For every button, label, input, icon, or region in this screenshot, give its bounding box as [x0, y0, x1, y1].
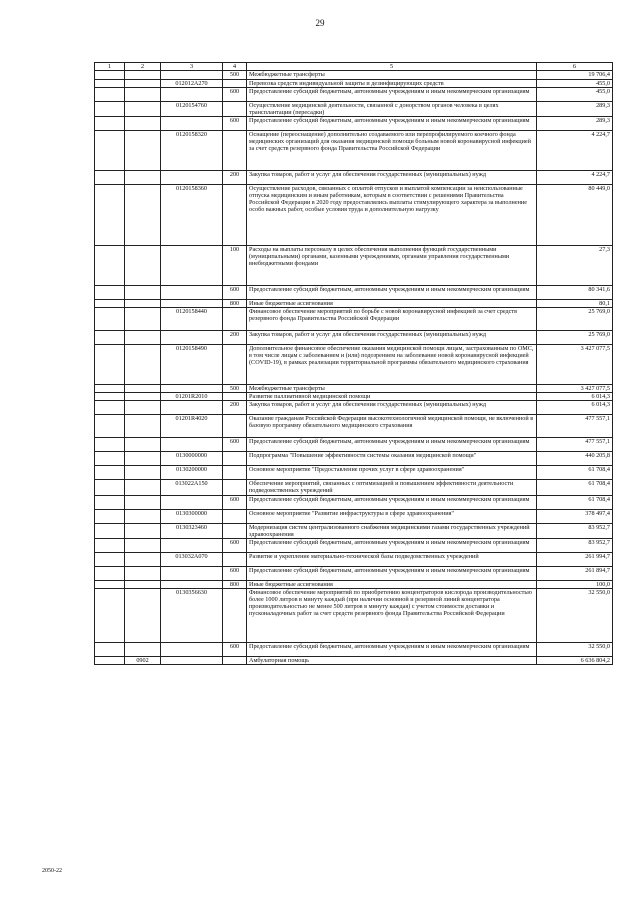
subsection-cell [125, 87, 161, 101]
table-row [95, 299, 613, 307]
subsection-cell [125, 466, 161, 480]
table-row [95, 308, 613, 331]
table-row [95, 415, 613, 438]
expense-type-cell: 100 [223, 245, 247, 285]
amount-cell: 455,0 [537, 87, 613, 101]
amount-cell: 27,3 [537, 245, 613, 285]
section-cell [95, 401, 125, 415]
amount-cell: 25 769,0 [537, 308, 613, 331]
section-cell [95, 466, 125, 480]
section-cell [95, 101, 125, 116]
table-row [95, 331, 613, 345]
section-cell [95, 285, 125, 299]
description-cell: Расходы на выплаты персоналу в целях обеспечения выполнения функций государственными (муниципальными) органами, казенными учреждениями, органами управления государственными внебюджетными фондами [247, 245, 537, 285]
target-code-cell: 012012А270 [161, 79, 223, 87]
subsection-cell [125, 116, 161, 130]
description-cell: Предоставление субсидий бюджетным, автономным учреждениям и иным некоммерческим организациям [247, 642, 537, 656]
expense-type-cell: 600 [223, 566, 247, 580]
expense-type-cell: 600 [223, 642, 247, 656]
amount-cell: 440 205,8 [537, 452, 613, 466]
description-cell: Предоставление субсидий бюджетным, автономным учреждениям и иным некоммерческим организациям [247, 116, 537, 130]
table-row [95, 509, 613, 523]
target-code-cell [161, 656, 223, 664]
amount-cell: 6 014,3 [537, 393, 613, 401]
expense-type-cell: 600 [223, 438, 247, 452]
subsection-cell [125, 393, 161, 401]
amount-cell: 455,0 [537, 79, 613, 87]
header-cell: 2 [125, 63, 161, 71]
subsection-cell [125, 79, 161, 87]
target-code-cell [161, 87, 223, 101]
section-cell [95, 299, 125, 307]
header-cell: 6 [537, 63, 613, 71]
expense-type-cell: 200 [223, 401, 247, 415]
table-row [95, 523, 613, 538]
description-cell: Предоставление субсидий бюджетным, автономным учреждениям и иным некоммерческим организациям [247, 566, 537, 580]
expense-type-cell [223, 480, 247, 495]
budget-table [94, 62, 613, 665]
target-code-cell [161, 245, 223, 285]
amount-cell: 4 224,7 [537, 130, 613, 170]
amount-cell: 261 994,7 [537, 552, 613, 566]
target-code-cell [161, 116, 223, 130]
section-cell [95, 480, 125, 495]
table-row [95, 466, 613, 480]
page-number: 29 [315, 18, 325, 28]
section-cell [95, 170, 125, 184]
target-code-cell [161, 299, 223, 307]
section-cell [95, 523, 125, 538]
expense-type-cell [223, 552, 247, 566]
amount-cell: 3 427 077,5 [537, 345, 613, 385]
expense-type-cell: 600 [223, 495, 247, 509]
target-code-cell [161, 71, 223, 79]
table-row [95, 130, 613, 170]
target-code-cell: 0130356630 [161, 588, 223, 642]
description-cell: Основное мероприятие "Предоставление прочих услуг в сфере здравоохранения" [247, 466, 537, 480]
expense-type-cell: 800 [223, 299, 247, 307]
section-cell [95, 345, 125, 385]
expense-type-cell [223, 509, 247, 523]
expense-type-cell [223, 130, 247, 170]
target-code-cell: 01201R2010 [161, 393, 223, 401]
expense-type-cell [223, 656, 247, 664]
section-cell [95, 495, 125, 509]
description-cell: Предоставление субсидий бюджетным, автономным учреждениям и иным некоммерческим организациям [247, 538, 537, 552]
amount-cell: 261 894,7 [537, 566, 613, 580]
section-cell [95, 308, 125, 331]
target-code-cell [161, 538, 223, 552]
description-cell: Развитие паллиативной медицинской помощи [247, 393, 537, 401]
expense-type-cell [223, 415, 247, 438]
description-cell: Перевозка средств индивидуальной защиты и дезинфицирующих средств [247, 79, 537, 87]
subsection-cell [125, 509, 161, 523]
expense-type-cell [223, 393, 247, 401]
section-cell [95, 71, 125, 79]
table-row [95, 495, 613, 509]
subsection-cell [125, 130, 161, 170]
description-cell: Закупка товаров, работ и услуг для обеспечения государственных (муниципальных) нужд [247, 331, 537, 345]
table-row [95, 184, 613, 245]
section-cell [95, 87, 125, 101]
subsection-cell [125, 438, 161, 452]
target-code-cell: 0120154760 [161, 101, 223, 116]
expense-type-cell: 600 [223, 538, 247, 552]
subsection-cell [125, 285, 161, 299]
header-row [95, 63, 613, 71]
section-cell [95, 509, 125, 523]
target-code-cell: 0130323460 [161, 523, 223, 538]
amount-cell: 289,3 [537, 116, 613, 130]
description-cell: Обеспечение мероприятий, связанных с оптимизацией и повышением эффективности деятельности подведомственных учреждений [247, 480, 537, 495]
subsection-cell [125, 452, 161, 466]
amount-cell: 83 952,7 [537, 538, 613, 552]
section-cell [95, 415, 125, 438]
expense-type-cell: 600 [223, 285, 247, 299]
subsection-cell [125, 642, 161, 656]
target-code-cell: 0130000000 [161, 452, 223, 466]
subsection-cell [125, 495, 161, 509]
description-cell: Дополнительное финансовое обеспечение оказания медицинской помощи лицам, застрахованным по ОМС, в том числе лицам с заболеванием и (или) подозрением на заболевание новой коронавирусной инфекцией (COVID-19), в рамках реализации территориальной программы обязательного медицинского страхования [247, 345, 537, 385]
subsection-cell [125, 245, 161, 285]
table-row [95, 245, 613, 285]
amount-cell: 80 449,0 [537, 184, 613, 245]
section-cell [95, 385, 125, 393]
expense-type-cell: 500 [223, 385, 247, 393]
table-row [95, 116, 613, 130]
subsection-cell [125, 101, 161, 116]
section-cell [95, 566, 125, 580]
section-cell [95, 393, 125, 401]
subsection-cell [125, 71, 161, 79]
description-cell: Предоставление субсидий бюджетным, автономным учреждениям и иным некоммерческим организациям [247, 438, 537, 452]
table-row [95, 79, 613, 87]
table-row [95, 101, 613, 116]
target-code-cell [161, 495, 223, 509]
target-code-cell [161, 401, 223, 415]
description-cell: Закупка товаров, работ и услуг для обеспечения государственных (муниципальных) нужд [247, 401, 537, 415]
subsection-cell [125, 299, 161, 307]
section-cell [95, 116, 125, 130]
table-row [95, 656, 613, 664]
description-cell: Иные бюджетные ассигнования [247, 580, 537, 588]
description-cell: Финансовое обеспечение мероприятий по борьбе с новой коронавирусной инфекцией за счет средств резервного фонда Правительства Российской Федерации [247, 308, 537, 331]
subsection-cell [125, 588, 161, 642]
expense-type-cell: 200 [223, 170, 247, 184]
footer-code: 2050-22 [42, 868, 62, 874]
expense-type-cell [223, 452, 247, 466]
target-code-cell: 01201R4020 [161, 415, 223, 438]
header-cell: 1 [95, 63, 125, 71]
amount-cell: 83 952,7 [537, 523, 613, 538]
amount-cell: 6 014,3 [537, 401, 613, 415]
table-row [95, 393, 613, 401]
description-cell: Предоставление субсидий бюджетным, автономным учреждениям и иным некоммерческим организациям [247, 285, 537, 299]
amount-cell: 4 224,7 [537, 170, 613, 184]
subsection-cell [125, 184, 161, 245]
subsection-cell [125, 538, 161, 552]
subsection-cell [125, 552, 161, 566]
amount-cell: 477 557,1 [537, 415, 613, 438]
target-code-cell [161, 642, 223, 656]
description-cell: Осуществление медицинской деятельности, связанной с донорством органов человека в целях трансплантации (пересадки) [247, 101, 537, 116]
expense-type-cell [223, 523, 247, 538]
target-code-cell: 0120158360 [161, 184, 223, 245]
description-cell: Предоставление субсидий бюджетным, автономным учреждениям и иным некоммерческим организациям [247, 495, 537, 509]
description-cell: Предоставление субсидий бюджетным, автономным учреждениям и иным некоммерческим организациям [247, 87, 537, 101]
section-cell [95, 331, 125, 345]
subsection-cell [125, 566, 161, 580]
subsection-cell: 0902 [125, 656, 161, 664]
table-row [95, 438, 613, 452]
table-row [95, 345, 613, 385]
subsection-cell [125, 331, 161, 345]
amount-cell: 61 708,4 [537, 495, 613, 509]
amount-cell: 19 706,4 [537, 71, 613, 79]
target-code-cell: 0120158490 [161, 345, 223, 385]
section-cell [95, 130, 125, 170]
amount-cell: 80,1 [537, 299, 613, 307]
description-cell: Развитие и укрепление материально-технической базы подведомственных учреждений [247, 552, 537, 566]
header-cell: 3 [161, 63, 223, 71]
description-cell: Подпрограмма "Повышение эффективности системы оказания медицинской помощи" [247, 452, 537, 466]
amount-cell: 3 427 077,5 [537, 385, 613, 393]
table-row [95, 588, 613, 642]
amount-cell: 61 708,4 [537, 480, 613, 495]
section-cell [95, 642, 125, 656]
expense-type-cell [223, 79, 247, 87]
expense-type-cell: 200 [223, 331, 247, 345]
subsection-cell [125, 415, 161, 438]
subsection-cell [125, 401, 161, 415]
header-cell: 5 [247, 63, 537, 71]
table-row [95, 552, 613, 566]
section-cell [95, 79, 125, 87]
description-cell: Амбулаторная помощь [247, 656, 537, 664]
description-cell: Оказание гражданам Российской Федерации высокотехнологичной медицинской помощи, не включенной в базовую программу обязательного медицинского страхования [247, 415, 537, 438]
expense-type-cell [223, 345, 247, 385]
subsection-cell [125, 580, 161, 588]
expense-type-cell: 600 [223, 87, 247, 101]
expense-type-cell: 800 [223, 580, 247, 588]
target-code-cell [161, 580, 223, 588]
table-row [95, 566, 613, 580]
target-code-cell [161, 331, 223, 345]
description-cell: Модернизация систем централизованного снабжения медицинскими газами государственных учреждений здравоохранения [247, 523, 537, 538]
subsection-cell [125, 523, 161, 538]
subsection-cell [125, 308, 161, 331]
section-cell [95, 245, 125, 285]
section-cell [95, 656, 125, 664]
expense-type-cell: 600 [223, 116, 247, 130]
expense-type-cell: 500 [223, 71, 247, 79]
amount-cell: 289,3 [537, 101, 613, 116]
section-cell [95, 588, 125, 642]
table-row [95, 285, 613, 299]
expense-type-cell [223, 466, 247, 480]
subsection-cell [125, 385, 161, 393]
target-code-cell [161, 566, 223, 580]
description-cell: Осуществление расходов, связанных с оплатой отпусков и выплатой компенсации за неиспользованные отпуска медицинским и иным работникам, которым в соответствии с решениями Правительства Российской Федерации в 2020 году предоставлялись выплаты стимулирующего характера за выполнение особо важных работ, особые условия труда и дополнительную нагрузку [247, 184, 537, 245]
section-cell [95, 552, 125, 566]
table-row [95, 87, 613, 101]
description-cell: Иные бюджетные ассигнования [247, 299, 537, 307]
description-cell: Основное мероприятие "Развитие инфраструктуры в сфере здравоохранения" [247, 509, 537, 523]
table-row [95, 580, 613, 588]
target-code-cell: 013022А150 [161, 480, 223, 495]
subsection-cell [125, 345, 161, 385]
amount-cell: 6 636 804,2 [537, 656, 613, 664]
target-code-cell: 0120158320 [161, 130, 223, 170]
table-row [95, 71, 613, 79]
subsection-cell [125, 480, 161, 495]
table-row [95, 452, 613, 466]
header-cell: 4 [223, 63, 247, 71]
amount-cell: 100,0 [537, 580, 613, 588]
table-row [95, 538, 613, 552]
amount-cell: 477 557,1 [537, 438, 613, 452]
section-cell [95, 184, 125, 245]
target-code-cell [161, 438, 223, 452]
table-row [95, 170, 613, 184]
description-cell: Финансовое обеспечение мероприятий по приобретению концентраторов кислорода производительностью более 1000 литров в минуту каждый (при наличии основной и резервной линий концентратора производительностью не менее 500 литров в минуту каждая) с учетом стоимости доставки и пусконаладочных работ за счет средств резервного фонда Правительства Российской Федерации [247, 588, 537, 642]
table-row [95, 385, 613, 393]
target-code-cell: 0130200000 [161, 466, 223, 480]
table-row [95, 642, 613, 656]
subsection-cell [125, 170, 161, 184]
table-row [95, 480, 613, 495]
target-code-cell: 0120158440 [161, 308, 223, 331]
amount-cell: 61 708,4 [537, 466, 613, 480]
description-cell: Оснащение (переоснащение) дополнительно создаваемого или перепрофилируемого коечного фонда медицинских организаций для оказания медицинской помощи больным новой коронавирусной инфекцией за счет средств резервного фонда Правительства Российской Федерации [247, 130, 537, 170]
target-code-cell [161, 285, 223, 299]
target-code-cell: 013032А070 [161, 552, 223, 566]
amount-cell: 32 550,0 [537, 588, 613, 642]
description-cell: Закупка товаров, работ и услуг для обеспечения государственных (муниципальных) нужд [247, 170, 537, 184]
section-cell [95, 438, 125, 452]
description-cell: Межбюджетные трансферты [247, 385, 537, 393]
amount-cell: 32 550,0 [537, 642, 613, 656]
expense-type-cell [223, 184, 247, 245]
expense-type-cell [223, 101, 247, 116]
section-cell [95, 538, 125, 552]
section-cell [95, 580, 125, 588]
table-row [95, 401, 613, 415]
description-cell: Межбюджетные трансферты [247, 71, 537, 79]
target-code-cell: 0130300000 [161, 509, 223, 523]
amount-cell: 378 497,4 [537, 509, 613, 523]
section-cell [95, 452, 125, 466]
expense-type-cell [223, 588, 247, 642]
target-code-cell [161, 385, 223, 393]
expense-type-cell [223, 308, 247, 331]
amount-cell: 25 769,0 [537, 331, 613, 345]
target-code-cell [161, 170, 223, 184]
amount-cell: 80 341,6 [537, 285, 613, 299]
